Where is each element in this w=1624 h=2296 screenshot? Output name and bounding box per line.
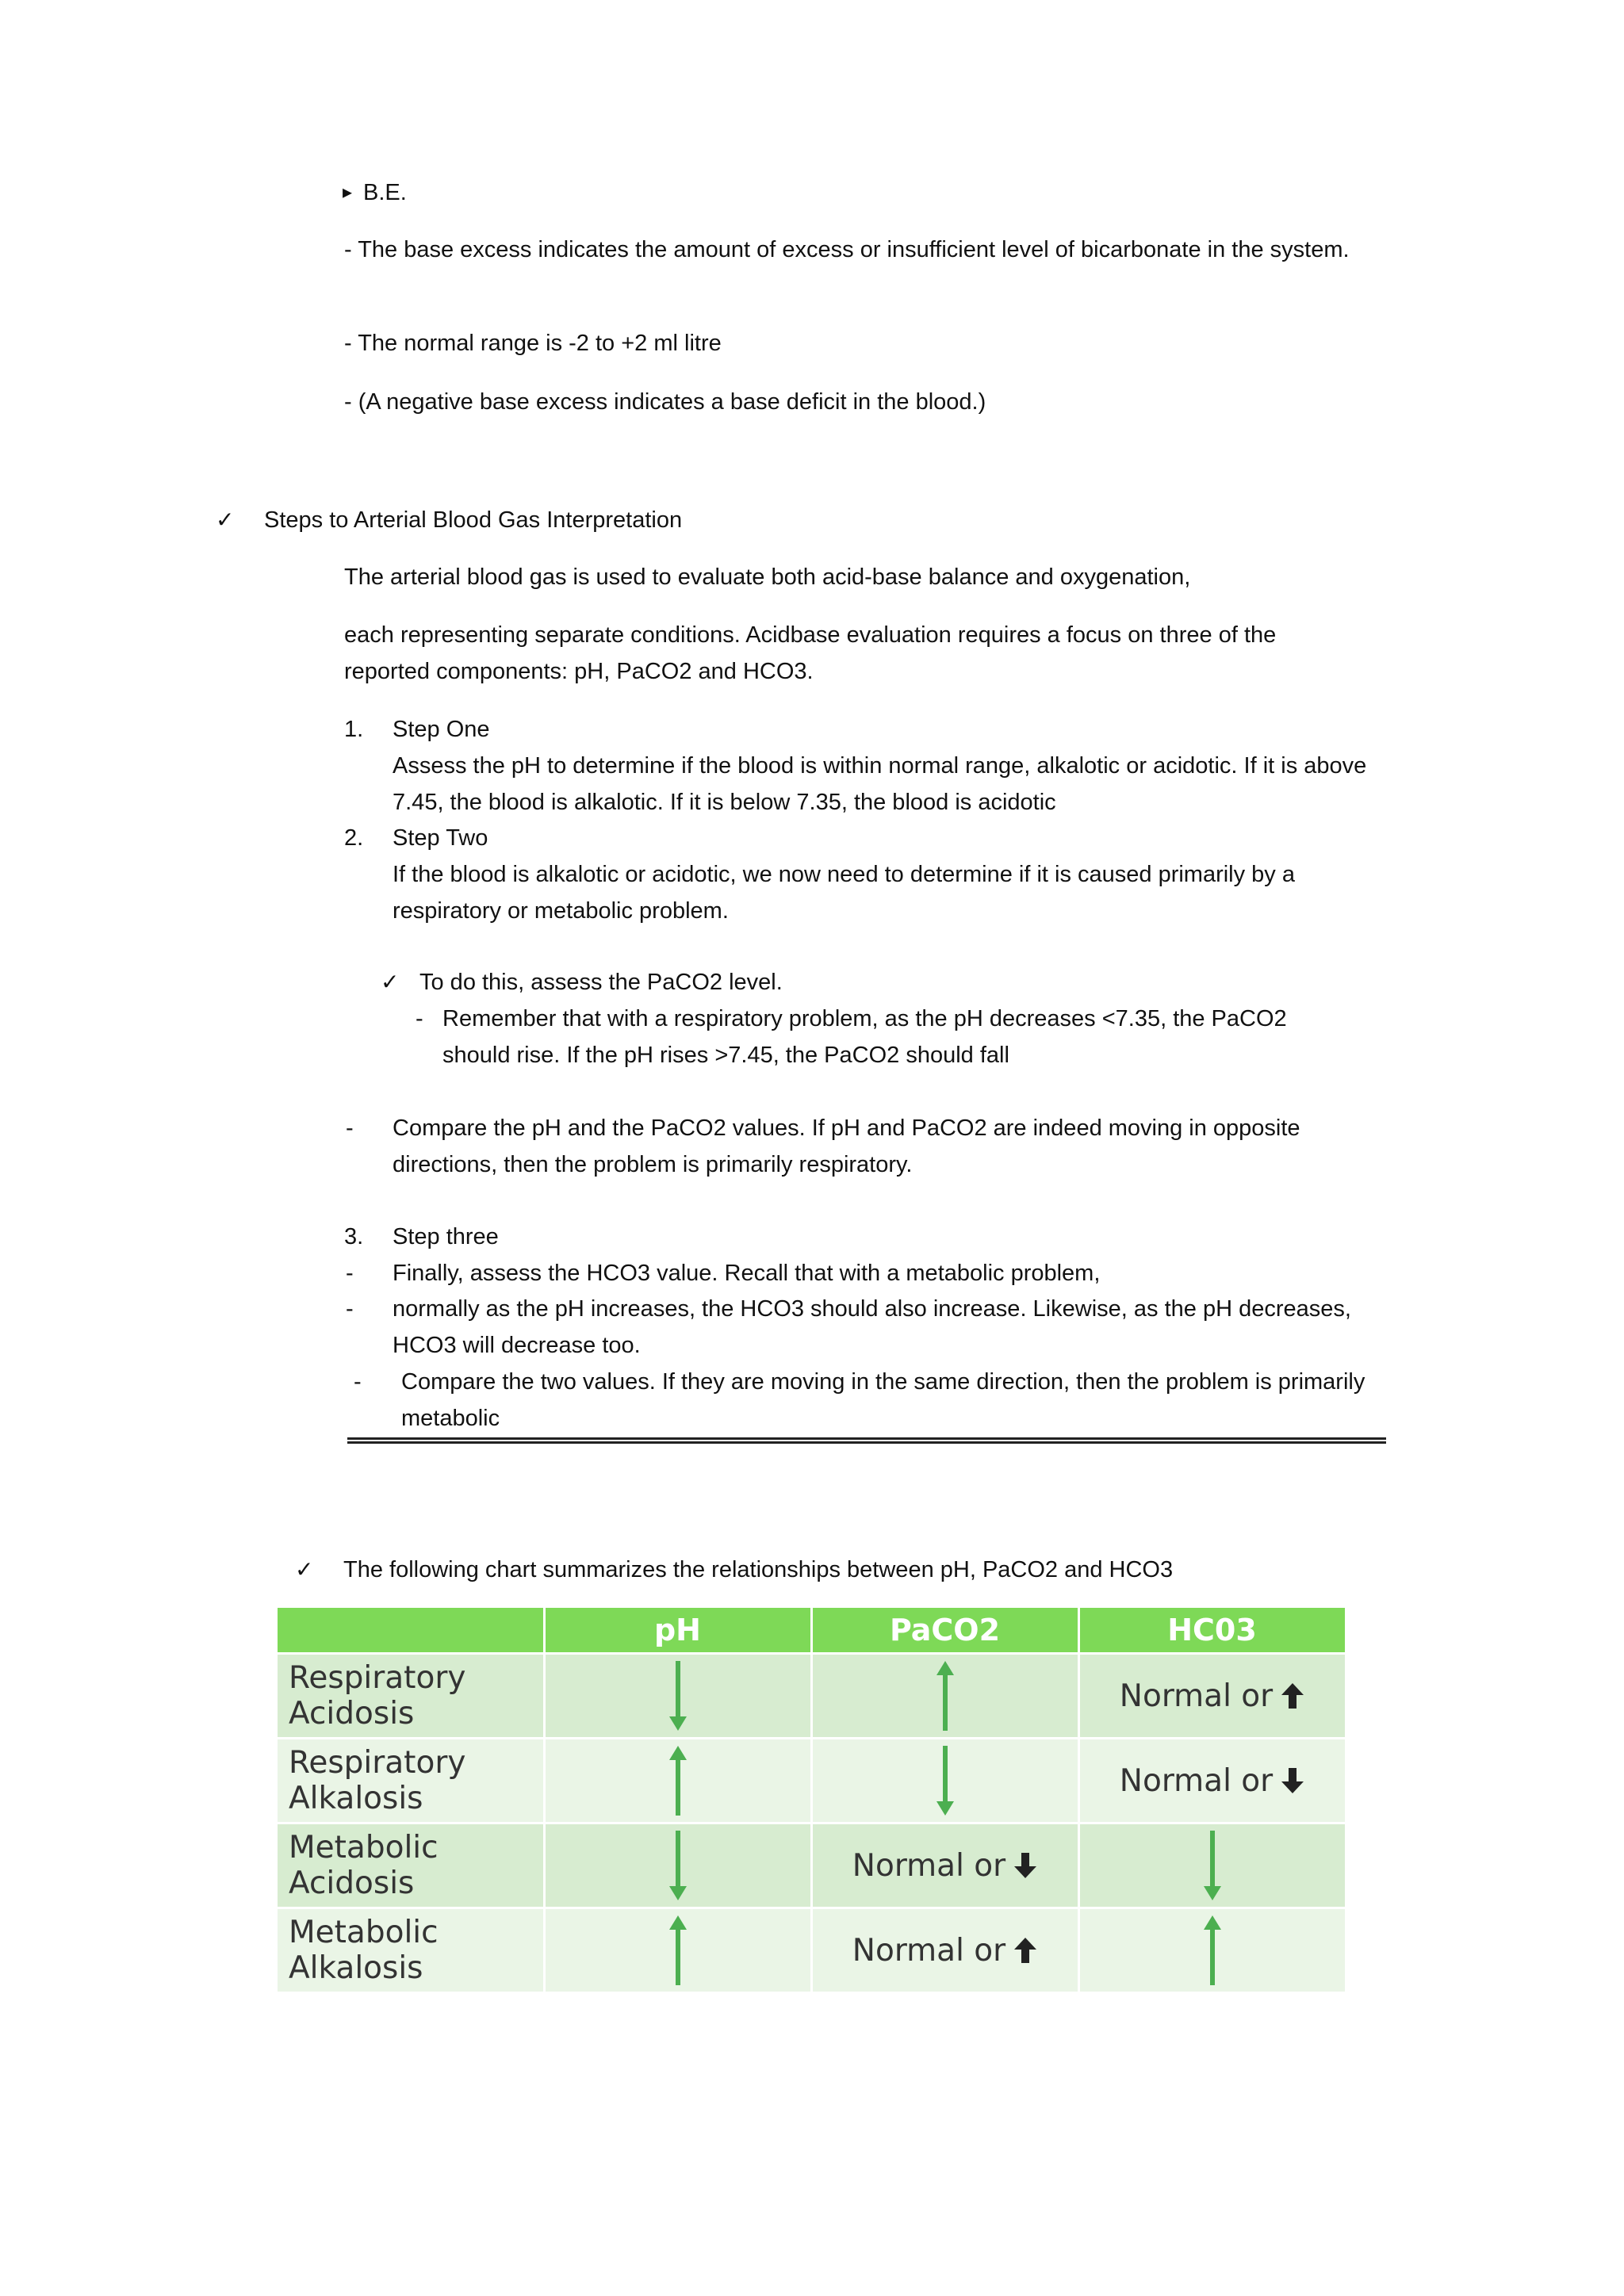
- header-blank: [278, 1608, 544, 1654]
- compare-text: Compare the pH and the PaCO2 values. If pH and PaCO2 are indeed moving in opposite directions, then the problem is primarily respiratory.: [393, 1115, 1300, 1177]
- cell-hco3: [1078, 1908, 1346, 1993]
- header-paco2: PaCO2: [811, 1608, 1078, 1654]
- table-row: [278, 1908, 1346, 1993]
- step-three-number: 3.: [344, 1224, 364, 1249]
- abg-summary-table: [278, 1608, 1347, 1994]
- cell-paco2: [811, 1908, 1078, 1993]
- row-label-line-1: Respiratory: [289, 1745, 466, 1781]
- step-three-dash-3: -: [354, 1369, 362, 1395]
- header-ph: pH: [544, 1608, 811, 1654]
- chart-heading: The following chart summarizes the relationships between pH, PaCO2 and HCO3: [343, 1557, 1174, 1582]
- row-label: [278, 1823, 544, 1908]
- normal-or-text: Normal or: [852, 1932, 1006, 1969]
- step-three-title: Step three: [393, 1224, 499, 1249]
- double-rule-divider: [347, 1437, 1386, 1444]
- row-label-line-1: Metabolic: [289, 1915, 439, 1950]
- bold-arrow-up-icon: [1281, 1682, 1304, 1709]
- normal-or-text: Normal or: [1119, 1678, 1274, 1714]
- steps-heading: Steps to Arterial Blood Gas Interpretation: [264, 507, 683, 533]
- arrow-up-icon: [668, 1744, 688, 1817]
- row-label-line-2: Acidosis: [289, 1866, 415, 1901]
- arrow-up-icon: [668, 1914, 688, 1987]
- steps-intro-1: The arterial blood gas is used to evaluate both acid-base balance and oxygenation,: [344, 564, 1191, 590]
- be-heading: B.E.: [363, 180, 407, 205]
- normal-or-label: [1120, 1678, 1304, 1714]
- checkmark-icon: ✓: [381, 969, 400, 995]
- cell-paco2: [811, 1739, 1078, 1823]
- step-three-line-3: Compare the two values. If they are moving in the same direction, then the problem is primarily metabolic: [401, 1369, 1365, 1431]
- be-line-2: - The normal range is -2 to +2 ml litre: [344, 331, 722, 356]
- normal-or-text: Normal or: [1119, 1762, 1274, 1799]
- sub-dash-text: Remember that with a respiratory problem, as the pH decreases <7.35, the PaCO2 should rise. If the pH rises >7.45, the PaCO2 should fall: [442, 1006, 1287, 1068]
- row-label: [278, 1908, 544, 1993]
- be-line-1: - The base excess indicates the amount of excess or insufficient level of bicarbonate in the system.: [344, 237, 1350, 262]
- arrow-down-icon: [935, 1744, 956, 1817]
- table-row: [278, 1739, 1346, 1823]
- bold-arrow-down-icon: [1013, 1852, 1037, 1879]
- cell-ph: [544, 1908, 811, 1993]
- header-hco3: HC03: [1078, 1608, 1346, 1654]
- steps-intro-2: each representing separate conditions. Acidbase evaluation requires a focus on three of the reported components: pH, PaCO2 and HCO3.: [344, 622, 1277, 684]
- step-three-line-1: Finally, assess the HCO3 value. Recall that with a metabolic problem,: [393, 1261, 1101, 1286]
- table-row: [278, 1823, 1346, 1908]
- row-label: [278, 1739, 544, 1823]
- row-label-line-2: Alkalosis: [289, 1950, 423, 1986]
- row-label-line-2: Acidosis: [289, 1696, 415, 1732]
- step-three-line-2: normally as the pH increases, the HCO3 should also increase. Likewise, as the pH decreases, HCO3 will decrease too.: [393, 1296, 1351, 1358]
- row-label-line-1: Respiratory: [289, 1660, 466, 1696]
- checkmark-icon: ✓: [216, 507, 235, 533]
- triangle-bullet-icon: ▸: [343, 182, 353, 203]
- sub-dash: -: [416, 1006, 423, 1031]
- bold-arrow-down-icon: [1281, 1767, 1304, 1794]
- normal-or-label: [1120, 1763, 1304, 1799]
- step-two-text: If the blood is alkalotic or acidotic, we now need to determine if it is caused primarily by a respiratory or metabolic problem.: [393, 862, 1295, 924]
- row-label: [278, 1654, 544, 1739]
- table-row: [278, 1654, 1346, 1739]
- step-two-number: 2.: [344, 825, 364, 851]
- step-one-number: 1.: [344, 717, 364, 742]
- cell-ph: [544, 1823, 811, 1908]
- normal-or-label: [852, 1848, 1037, 1884]
- step-three-dash-1: -: [346, 1261, 354, 1286]
- be-line-3: - (A negative base excess indicates a base deficit in the blood.): [344, 389, 986, 415]
- step-one-text: Assess the pH to determine if the blood is within normal range, alkalotic or acidotic. If it is above 7.45, the blood is alkalotic. If it is below 7.35, the blood is acidotic: [393, 753, 1367, 815]
- arrow-up-icon: [1202, 1914, 1223, 1987]
- step-one-title: Step One: [393, 717, 490, 742]
- cell-hco3: [1078, 1823, 1346, 1908]
- cell-ph: [544, 1739, 811, 1823]
- table-header-row: [278, 1608, 1346, 1654]
- cell-hco3: [1078, 1739, 1346, 1823]
- row-label-line-1: Metabolic: [289, 1830, 439, 1866]
- arrow-down-icon: [1202, 1829, 1223, 1902]
- step-two-title: Step Two: [393, 825, 488, 851]
- bold-arrow-up-icon: [1013, 1937, 1037, 1964]
- arrow-down-icon: [668, 1829, 688, 1902]
- normal-or-label: [852, 1933, 1037, 1969]
- cell-ph: [544, 1654, 811, 1739]
- cell-paco2: [811, 1654, 1078, 1739]
- checkmark-icon: ✓: [295, 1556, 314, 1582]
- normal-or-text: Normal or: [852, 1847, 1006, 1884]
- compare-dash: -: [346, 1115, 354, 1141]
- step-three-dash-2: -: [346, 1296, 354, 1322]
- row-label-line-2: Alkalosis: [289, 1781, 423, 1816]
- arrow-up-icon: [935, 1659, 956, 1732]
- cell-hco3: [1078, 1654, 1346, 1739]
- sub-check-text: To do this, assess the PaCO2 level.: [419, 970, 783, 995]
- cell-paco2: [811, 1823, 1078, 1908]
- arrow-down-icon: [668, 1659, 688, 1732]
